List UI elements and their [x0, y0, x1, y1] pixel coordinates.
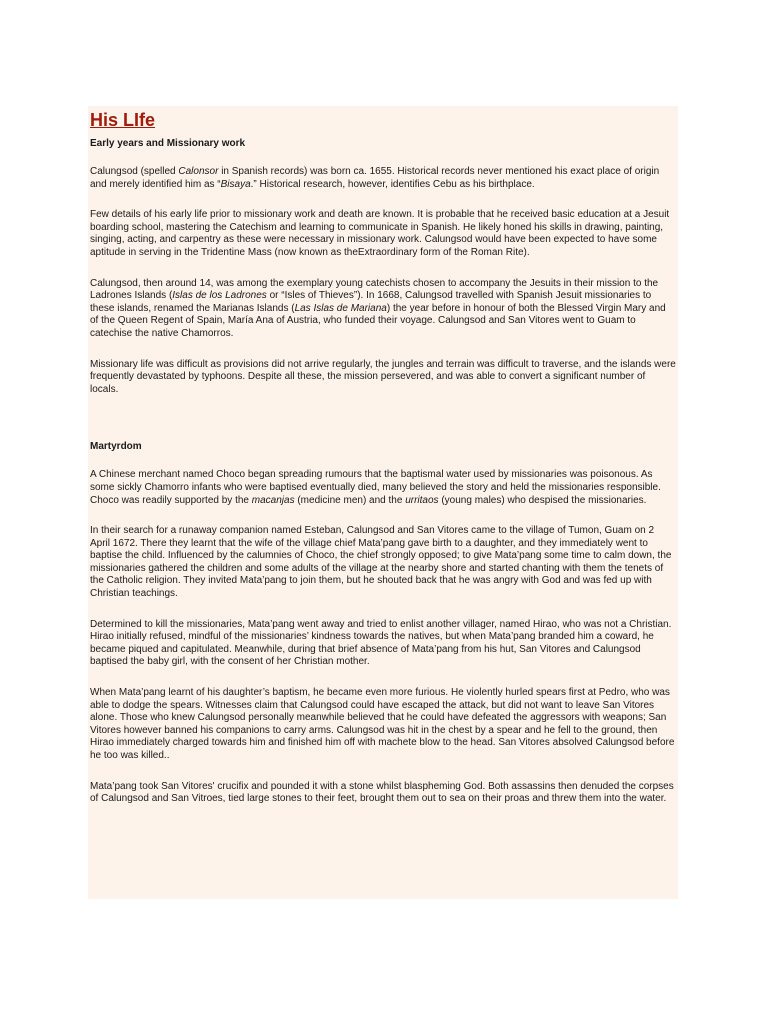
section-heading-martyrdom: Martyrdom: [90, 441, 142, 453]
paragraph-choco-text-2: (medicine men) and the: [294, 494, 406, 506]
paragraph-catechist-text-2: or “Isles of Thieves”). In 1668, Calungsod travelled with Spanish Jesuit missionaries to these islands, renamed the Marianas Islands (: [90, 290, 652, 314]
section-spacer: [90, 396, 676, 440]
paragraph-birth-text-2: in Spanish records) was born ca. 1655. Historical records never mentioned his exact place of origin and merely identified him as “: [90, 166, 660, 190]
document-page: [88, 106, 678, 899]
paragraph-birth-text-1: Calungsod (spelled: [90, 166, 179, 177]
paragraph-missionary-life: Missionary life was difficult as provisions did not arrive regularly, the jungles and terrain was difficult to traverse, and the islands were frequently devastated by typhoons. Despite all these, the mission persevered, and was able to convert a significant number of locals.: [90, 358, 676, 395]
paragraph-choco-italic-1: macanjas: [251, 494, 295, 506]
paragraph-choco: [90, 469, 676, 507]
paragraph-choco-text-3: (young males) who despised the missionaries.: [438, 494, 647, 506]
paragraph-catechist-text-1: Calungsod, then around 14, was among the exemplary young catechists chosen to accompany the Jesuits in their mission to the Ladrones Islands (: [90, 277, 659, 302]
paragraph-choco-text-1: A Chinese merchant named Choco began spreading rumours that the baptismal water used by missionaries was poisonous. As some sickly Chamorro infants who were baptised eventually died, many believed the story and held the missionaries responsible. Choco was readily supported by the: [90, 469, 661, 506]
paragraph-attack: When Mata’pang learnt of his daughter’s baptism, he became even more furious. He violently hurled spears first at Pedro, who was able to dodge the spears. Witnesses claim that Calungsod could have escaped the attack, but did not want to leave San Vitores alone. Those who knew Calungsod personally meanwhile believed that he could have defeated the aggressors with weapons; San Vitores however banned his companions to carry arms. Calungsod was hit in the chest by a spear and he fell to the ground, then Hirao immediately charged towards him and finished him off with machete blow to the head. San Vitores absolved Calungsod before he too was killed..: [90, 687, 675, 761]
paragraph-birth-text-3: .” Historical research, however, identifies Cebu as his birthplace.: [250, 178, 535, 190]
paragraph-birth: [90, 166, 676, 191]
paragraph-catechist-text-3: ) the year before in honour of both the Blessed Virgin Mary and of the Queen Regent of Spain, María Ana of Austria, who funded their voyage. Calungsod and San Vitores went to Guam to catechise the native Chamorros.: [90, 302, 666, 339]
paragraph-birth-italic-2: Bisaya: [220, 178, 251, 190]
paragraph-tumon: In their search for a runaway companion named Esteban, Calungsod and San Vitores came to the village of Tumon, Guam on 2 April 1672. There they learnt that the wife of the village chief Mata’pang gave birth to a daughter, and they immediately went to baptise the child. Influenced by the calumnies of Choco, the chief strongly opposed; to give Mata’pang some time to calm down, the missionaries gathered the children and some adults of the village at the nearby shore and started chanting with them the tenets of the Catholic religion. They invited Mata’pang to join them, but he shouted back that he was angry with God and was fed up with Christian teachings.: [90, 525, 672, 600]
section-heading-early-years: Early years and Missionary work: [90, 138, 246, 149]
paragraph-aftermath: Mata’pang took San Vitores' crucifix and pounded it with a stone whilst blaspheming God. Both assassins then denuded the corpses of Calungsod and San Vitroes, tied large stones to their feet, brought them out to sea on their proas and threw them into the water.: [90, 780, 674, 805]
paragraph-catechist-italic-1: Islas de los Ladrones: [172, 290, 267, 302]
paragraph-catechist-italic-2: Las Islas de Mariana: [294, 302, 387, 314]
paragraph-catechist: [90, 278, 676, 341]
page-title: His LIfe: [90, 110, 156, 130]
paragraph-early-life: Few details of his early life prior to missionary work and death are known. It is probable that he received basic education at a Jesuit boarding school, mastering the Catechism and learning to communicate in Spanish. He likely honed his skills in drawing, painting, singing, acting, and carpentry as these were necessary in missionary work. Calungsod would have been expected to have some aptitude in serving in the Tridentine Mass (now known as theExtraordinary form of the Roman Rite).: [90, 209, 670, 258]
paragraph-birth-italic-1: Calonsor: [178, 166, 219, 177]
paragraph-choco-italic-2: urritaos: [405, 494, 439, 506]
paragraph-hirao: Determined to kill the missionaries, Mata’pang went away and tried to enlist another villager, named Hirao, who was not a Christian. Hirao initially refused, mindful of the missionaries’ kindness towards the natives, but when Mata’pang branded him a coward, he became piqued and capitulated. Meanwhile, during that brief absence of Mata’pang from his hut, San Vitores and Calungsod baptised the baby girl, with the consent of her Christian mother.: [90, 618, 672, 668]
